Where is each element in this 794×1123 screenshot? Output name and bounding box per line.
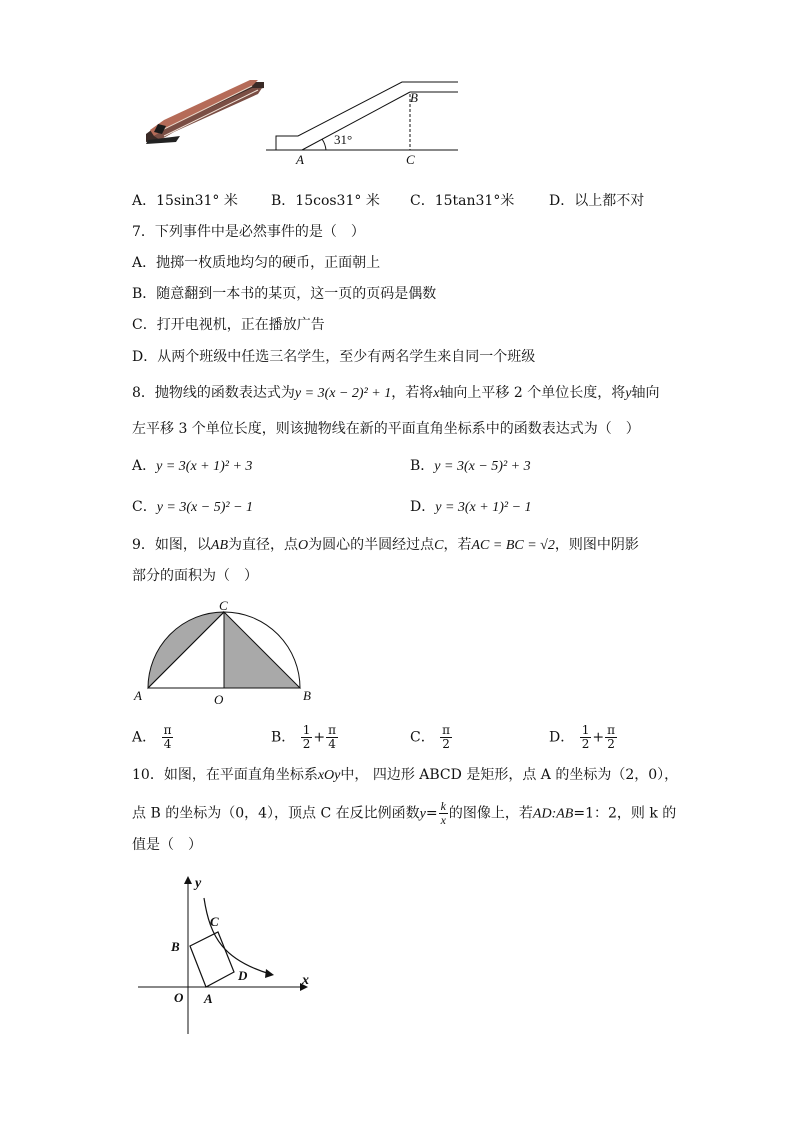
q8-stem-formula: y = 3(x − 2)² + 1 — [294, 386, 392, 401]
q7-stem: 7．下列事件中是必然事件的是（ ） — [132, 224, 365, 240]
q10-stem-text-4: 的图像上，若 — [448, 805, 533, 822]
q9-stem-text-4: ，若 — [443, 537, 472, 553]
q9-option-d-fraction-1: $\frac{1}{2}$ — [581, 723, 590, 751]
q10-ratio-value: =1：2，则 k 的 — [573, 805, 677, 822]
q10-ratio: AD:AB — [532, 806, 574, 822]
q8-stem-text-3: 轴向上平移 2 个单位长度，将 — [439, 385, 626, 401]
escalator-photo — [140, 74, 270, 154]
q9-option-a-label: A． — [132, 729, 157, 746]
q10-func-y: y — [419, 806, 426, 822]
q9-option-c[interactable] — [410, 724, 453, 751]
q7-option-a[interactable]: A．抛掷一枚质地均匀的硬币，正面朝上 — [132, 255, 381, 271]
point-A-label: A — [296, 152, 304, 167]
q8-option-b-label: B． — [410, 458, 435, 474]
q10-stem-line1 — [132, 765, 678, 786]
point-B-label: B — [171, 939, 180, 954]
q7-option-b[interactable]: B．随意翻到一本书的某页，这一页的页码是偶数 — [132, 286, 437, 302]
q8-option-a[interactable] — [132, 456, 252, 477]
q9-option-b-fraction-1: $\frac{1}{2}$ — [302, 723, 311, 751]
q9-option-d[interactable] — [549, 724, 618, 751]
q9-stem-o: O — [298, 538, 309, 553]
q9-option-b-fraction-2: $\frac{\pi}{4}$ — [328, 723, 337, 751]
q8-option-a-label: A． — [132, 458, 157, 474]
q9-option-c-fraction: $\frac{\pi}{2}$ — [442, 723, 451, 751]
point-A-label: A — [204, 991, 213, 1006]
q8-stem-line2: 左平移 3 个单位长度，则该抛物线在新的平面直角坐标系中的函数表达式为（ ） — [132, 421, 640, 437]
q8-stem-text-4: 轴向 — [631, 385, 660, 401]
q9-option-a[interactable] — [132, 724, 174, 751]
q10-stem-text-3: 点 B 的坐标为（0，4），顶点 C 在反比例函数 — [132, 805, 420, 822]
q8-option-c-formula: y = 3(x − 5)² − 1 — [156, 500, 254, 515]
axis-x-label: x — [302, 973, 309, 988]
q9-option-d-plus: + — [592, 729, 605, 746]
q9-option-a-fraction: $\frac{\pi}{4}$ — [163, 723, 172, 751]
q9-option-b-plus: + — [313, 729, 326, 746]
q9-stem-ab: AB — [210, 538, 229, 553]
point-C-label: C — [210, 914, 219, 929]
q10-stem-line3: 值是（ ） — [132, 837, 202, 853]
axis-y-label: y — [195, 876, 202, 891]
q8-axis-x: x — [433, 386, 440, 401]
q9-stem-text-5: ，则图中阴影 — [554, 537, 639, 553]
q9-stem-text-3: 为圆心的半圆经过点 — [308, 537, 435, 553]
q8-option-b[interactable] — [410, 456, 531, 477]
q9-stem-text-2: 为直径，点 — [228, 537, 299, 553]
q8-option-c-label: C． — [132, 499, 157, 515]
point-O-label: O — [214, 692, 224, 707]
point-O-label: O — [174, 990, 184, 1005]
q8-stem-text-2: ，若将 — [391, 385, 434, 401]
point-C-label: C — [219, 598, 228, 613]
q6-option-b[interactable]: B．15cos31° 米 — [271, 193, 380, 209]
q8-axis-y: y — [625, 386, 632, 401]
q6-option-c[interactable]: C．15tan31°米 — [410, 193, 515, 209]
q10-stem-text-2: 中， 四边形 ABCD 是矩形，点 A 的坐标为（2，0）， — [340, 767, 679, 783]
point-D-label: D — [238, 968, 248, 983]
q9-option-b[interactable] — [271, 724, 339, 751]
q9-option-c-label: C． — [410, 729, 435, 746]
q8-option-d-label: D． — [410, 499, 436, 515]
point-B-label: B — [303, 688, 311, 703]
q9-stem-line1 — [132, 535, 639, 556]
q8-option-d[interactable] — [410, 497, 532, 518]
point-C-label: C — [406, 152, 415, 167]
escalator-diagram — [262, 78, 462, 170]
q8-option-a-formula: y = 3(x + 1)² + 3 — [156, 459, 253, 474]
q6-option-d[interactable]: D．以上都不对 — [549, 193, 645, 209]
q9-stem-c: C — [434, 538, 444, 553]
q8-option-d-formula: y = 3(x + 1)² − 1 — [435, 500, 532, 515]
q10-stem-text-1: 10．如图，在平面直角坐标系 — [132, 767, 318, 783]
q9-stem-line2: 部分的面积为（ ） — [132, 568, 258, 584]
point-A-label: A — [134, 688, 142, 703]
q9-option-d-fraction-2: $\frac{\pi}{2}$ — [607, 723, 615, 751]
q7-option-d[interactable]: D．从两个班级中任选三名学生，至少有两名学生来自同一个班级 — [132, 349, 536, 365]
q8-option-c[interactable] — [132, 497, 253, 518]
q10-func-eq: = — [425, 805, 438, 822]
q9-stem-condition: AC = BC = √2 — [471, 538, 555, 553]
point-B-label: B — [410, 90, 418, 105]
q7-option-c[interactable]: C．打开电视机，正在播放广告 — [132, 317, 325, 333]
q9-option-d-label: D． — [549, 729, 575, 746]
q10-func-fraction: $\frac{k}{x}$ — [440, 799, 446, 827]
q9-stem-text-1: 9．如图，以 — [132, 537, 211, 553]
q8-option-b-formula: y = 3(x − 5)² + 3 — [434, 459, 531, 474]
coordinate-diagram — [134, 868, 324, 1038]
q8-stem-text-1: 8．抛物线的函数表达式为 — [132, 385, 295, 401]
q8-stem-line1 — [132, 383, 659, 404]
semicircle-diagram — [128, 598, 328, 710]
q10-stem-line2 — [132, 800, 676, 827]
angle-31-label: 31° — [334, 132, 353, 147]
q9-option-b-label: B． — [271, 729, 296, 746]
q10-stem-xoy: xOy — [317, 768, 341, 783]
q6-option-a[interactable]: A．15sin31° 米 — [132, 193, 238, 209]
